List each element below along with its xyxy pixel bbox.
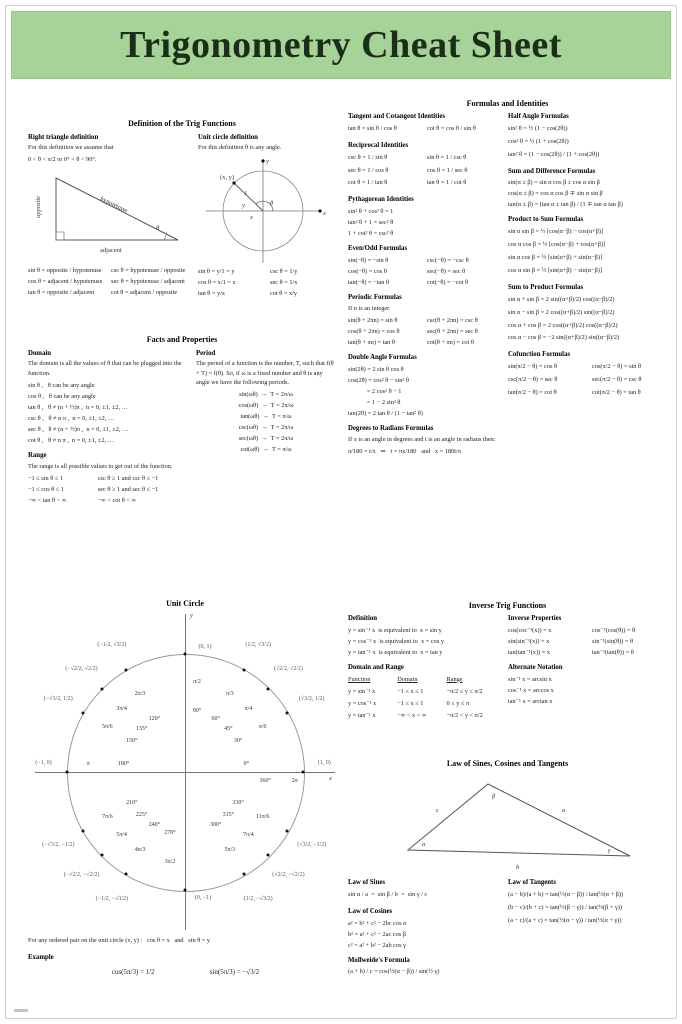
identity-line: csc(−θ) = −csc θ	[427, 257, 469, 265]
identity-line: sin α sin β = ½ [cos(α−β) − cos(α+β)]	[508, 228, 604, 236]
uc-radian-label: π/3	[225, 691, 234, 698]
uc-coord-label: (√2/2, −√2/2)	[272, 872, 305, 879]
uc-radian-label: 7π/4	[243, 832, 254, 839]
even-odd-title: Even/Odd Formulas	[348, 245, 408, 253]
period-lines	[196, 389, 336, 455]
inverse-heading-wrap	[345, 600, 670, 615]
law-of-sines-section	[348, 878, 500, 902]
inverse-line: cos(cos⁻¹(x)) = x	[508, 626, 552, 634]
trig-ratio: tan θ = opposite / adjacent	[28, 288, 95, 296]
uc-radian-label: 2π/3	[134, 691, 146, 698]
tan-cot-section	[348, 112, 500, 136]
identity-line: cot θ = cos θ / sin θ	[427, 124, 476, 132]
uc-coord-label: (√3/2, −1/2)	[297, 842, 327, 849]
law-of-tangents-section	[508, 878, 670, 928]
identity-line: cos² θ = ½ (1 + cos(2θ))	[508, 137, 569, 145]
uc-coord-label: (√3/2, 1/2)	[298, 695, 325, 702]
uc-radian-label: 11π/6	[255, 813, 270, 820]
law-of-cosines-section	[348, 907, 500, 951]
identity-line: csc(θ + 2πn) = csc θ	[427, 317, 478, 325]
uc-degree-label: 240°	[148, 822, 161, 829]
uc-radian-label: 2π	[291, 778, 298, 784]
uc-radian-label: π/2	[193, 679, 201, 686]
identity-line: csc(π/2 − θ) = sec θ	[508, 376, 558, 384]
uc-radian-label: 7π/6	[101, 813, 113, 820]
domain-line: cos θ , θ can be any angle	[28, 392, 96, 400]
reciprocal-section	[348, 141, 500, 191]
trig-ratio: tan θ = y/x	[198, 289, 226, 297]
table-header: Function	[348, 675, 371, 683]
trig-ratio: csc θ = 1/y	[270, 267, 298, 275]
uc-point-dot	[243, 668, 246, 671]
title-banner	[11, 11, 671, 79]
uc-point-dot	[100, 687, 103, 690]
uc-coord-label: (−1, 0)	[35, 760, 52, 766]
opposite-label: opposite	[35, 195, 42, 218]
table-cell: −∞ < x < ∞	[397, 711, 427, 719]
identity-line: sin α + sin β = 2 sin((α+β)/2) cos((α−β)/2)	[508, 295, 615, 303]
half-angle-section	[508, 112, 670, 162]
identity-line: cot θ = 1 / tan θ	[348, 179, 388, 187]
period-title: Period	[196, 349, 216, 357]
uc-degree-label: 225°	[135, 812, 148, 819]
example-line: sin(5π/3) = −√3/2	[209, 967, 260, 976]
law-line: (a − b)/(a + b) = tan(½(α − β)) / tan(½(α + β))	[508, 890, 624, 898]
identity-line: sin(−θ) = −sin θ	[348, 257, 389, 265]
period-line: tan(ωθ) → T = π/ω	[240, 412, 292, 420]
identity-line: cot(π/2 − θ) = tan θ	[592, 389, 641, 397]
formulas-column	[348, 112, 500, 462]
domain-line: tan θ , θ ≠ (n + ½)π , n = 0, ±1, ±2, …	[28, 403, 128, 411]
inverse-line: sin⁻¹(sin(θ)) = θ	[592, 637, 634, 645]
uc-radian-label: π/4	[244, 705, 253, 712]
identity-line: tan² θ + 1 = sec² θ	[348, 219, 394, 227]
inverse-line: sin(sin⁻¹(x)) = x	[508, 637, 550, 645]
domain-range-table	[348, 674, 500, 722]
uc-degree-label: 360°	[259, 778, 271, 784]
uc-coord-label: (1, 0)	[317, 760, 331, 766]
right-triangle-block	[28, 133, 188, 299]
uc-point-dot	[267, 687, 270, 690]
uc-radian-label: 3π/4	[116, 705, 127, 712]
period-line: cot(ωθ) → T = π/ω	[240, 445, 292, 453]
unit-circle-def-intro: For this definition θ is any angle.	[198, 144, 282, 152]
hypotenuse-label: hypotenuse	[99, 195, 129, 215]
facts-column	[28, 334, 336, 511]
unit-circle-footer-block	[28, 936, 343, 977]
angle-beta-label: β	[492, 793, 496, 800]
uc-point-dot	[184, 653, 187, 656]
identity-line: tan(α ± β) = (tan α ± tan β) / (1 ∓ tan α tan β)	[508, 201, 623, 209]
side-a-label: a	[562, 807, 566, 814]
law-line: (b − c)/(b + c) = tan(½(β − γ)) / tan(½(β + γ))	[508, 903, 622, 911]
period-line: cos(ωθ) → T = 2π/ω	[238, 401, 294, 409]
print-mark	[14, 1009, 28, 1012]
angle-alpha-label: α	[422, 841, 426, 848]
formulas-heading-wrap	[345, 98, 670, 113]
uc-coord-label: (−√3/2, 1/2)	[43, 695, 73, 702]
identity-line: sin α − sin β = 2 cos((α+β)/2) sin((α−β)/2)	[508, 308, 615, 316]
uc-point-dot	[267, 854, 270, 857]
unit-circle-def-block	[198, 133, 336, 299]
unit-circle-heading: Unit Circle	[166, 599, 204, 608]
uc-point-dot	[286, 712, 289, 715]
theta-label: θ	[156, 224, 160, 232]
identities2-column	[508, 112, 670, 405]
identity-line: cos α cos β = ½ [cos(α−β) + cos(α+β)]	[508, 241, 606, 249]
deg-rad-section	[348, 424, 500, 457]
deg-rad-intro: If x is an angle in degrees and t is an angle in radians then:	[348, 435, 496, 443]
identity-line: cos(−θ) = cos θ	[348, 268, 387, 276]
range-line: −1 ≤ cos θ ≤ 1	[28, 485, 65, 493]
range-lines	[28, 473, 184, 506]
inverse-properties-title: Inverse Properties	[508, 615, 562, 622]
alternate-notation-title: Alternate Notation	[508, 663, 563, 671]
identity-line: tan(2θ) = 2 tan θ / (1 − tan² θ)	[348, 410, 423, 418]
uc-degree-label: 135°	[135, 725, 148, 732]
uc-coord-label: (√2/2, √2/2)	[273, 665, 303, 672]
identity-line: sec θ = 1 / cos θ	[348, 166, 389, 174]
uc-coord-label: (−√2/2, −√2/2)	[63, 872, 100, 879]
uc-point-dot	[286, 830, 289, 833]
uc-radian-label: 5π/6	[101, 724, 113, 731]
table-cell: 0 ≤ y ≤ π	[446, 699, 470, 707]
inverse-line: cos⁻¹ x = arccos x	[508, 686, 554, 694]
identity-line: tan(−θ) = −tan θ	[348, 279, 389, 287]
uc-degree-label: 45°	[224, 725, 233, 732]
law-of-tangents-title: Law of Tangents	[508, 879, 556, 886]
range-line: csc θ ≥ 1 and csc θ ≤ −1	[97, 474, 159, 482]
inverse-line: y = tan⁻¹ x is equivalent to x = tan y	[348, 648, 443, 656]
uc-degree-label: 0°	[243, 761, 250, 767]
uc-degree-label: 330°	[232, 799, 244, 806]
laws-triangle-wrap	[390, 772, 640, 875]
uc-radian-label: 4π/3	[134, 846, 146, 853]
uc-point-dot	[184, 889, 187, 892]
periodic-intro: If n is an integer.	[348, 304, 391, 312]
period-line: sec(ωθ) → T = 2π/ω	[238, 434, 294, 442]
identity-line: cos(θ + 2πn) = cos θ	[348, 328, 400, 336]
identity-line: sin(2θ) = 2 sin θ cos θ	[348, 365, 404, 373]
prod-sum-section	[508, 215, 670, 277]
identity-line: tan(θ + πn) = tan θ	[348, 339, 395, 347]
law-line: b² = a² + c² − 2ac cos β	[348, 930, 406, 938]
table-cell: y = cos⁻¹ x	[348, 699, 377, 707]
uc-radian-label: 3π/2	[164, 858, 176, 865]
domain-line: cot θ , θ ≠ n π , n = 0, ±1, ±2, …	[28, 436, 114, 444]
uc-point-dot	[302, 771, 305, 774]
identity-line: tan θ = 1 / cot θ	[427, 179, 467, 187]
adjacent-label: adjacent	[100, 246, 122, 254]
trig-ratio: cos θ = x/1 = x	[198, 278, 236, 286]
double-angle-title: Double Angle Formulas	[348, 354, 417, 362]
sum-diff-title: Sum and Difference Formulas	[508, 167, 596, 175]
trig-ratio: csc θ = hypotenuse / opposite	[111, 266, 186, 274]
identity-line: cos(α ± β) = cos α cos β ∓ sin α sin β	[508, 190, 603, 198]
laws-triangle-figure	[390, 772, 640, 872]
unit-circle-def-ratios	[198, 266, 336, 299]
period-intro: The period of a function is the number, T, such that f(θ + T) = f(θ). So, if ω is a fixed number and θ is any angle we have the following periods.	[196, 360, 334, 386]
angle-gamma-label: γ	[608, 847, 611, 854]
table-cell: −π/2 ≤ y ≤ π/2	[446, 687, 483, 695]
range-line: −∞ < cot θ < ∞	[97, 496, 136, 504]
unit-circle-heading-wrap	[35, 598, 335, 613]
uc-degree-label: 90°	[192, 707, 202, 714]
inverse-heading: Inverse Trig Functions	[468, 601, 547, 610]
prod-sum-title: Product to Sum Formulas	[508, 216, 584, 224]
side-b-label: b	[516, 864, 520, 871]
uc-degree-label: 270°	[164, 830, 176, 837]
inverse-line: tan⁻¹(tan(θ)) = θ	[592, 648, 634, 656]
range-title: Range	[28, 451, 47, 459]
identity-line: = 2 cos² θ − 1	[348, 387, 402, 395]
x-leg-label: x	[250, 213, 253, 221]
law-line: (a − c)/(a + c) = tan(½(α − γ)) / tan(½(α + γ))	[508, 916, 622, 924]
identity-line: cos(2θ) = cos² θ − sin² θ	[348, 376, 409, 384]
uc-degree-label: 180°	[117, 761, 130, 767]
identity-line: sin² θ + cos² θ = 1	[348, 208, 394, 216]
identity-line: 1 + cot² θ = csc² θ	[348, 230, 394, 238]
inverse-properties-section	[508, 614, 670, 658]
identity-line: cos θ = 1 / sec θ	[427, 166, 468, 174]
y-axis-label: y	[266, 157, 269, 165]
uc-point-dot	[66, 771, 69, 774]
uc-coord-label: (−1/2, −√3/2)	[95, 895, 129, 902]
unit-circle-footer: For any ordered pair on the unit circle (x, y) : cos θ = x and sin θ = y	[28, 937, 211, 944]
identity-line: tan θ = sin θ / cos θ	[348, 124, 397, 132]
reciprocal-title: Reciprocal Identities	[348, 141, 409, 149]
example-lines	[28, 967, 343, 977]
unit-circle-def-title: Unit circle definition	[198, 133, 258, 141]
uc-radian-label: 5π/3	[224, 846, 236, 853]
table-cell: −1 ≤ x ≤ 1	[397, 687, 424, 695]
identity-line: sec(θ + 2πn) = sec θ	[427, 328, 478, 336]
laws-left-column	[348, 878, 500, 984]
domain-line: sec θ , θ ≠ (n + ½)π , n = 0, ±1, ±2, …	[28, 425, 129, 433]
point-label: (x, y)	[220, 173, 235, 181]
uc-degree-label: 210°	[126, 799, 138, 806]
domain-range-block	[28, 349, 184, 511]
identity-line: cot(−θ) = −cot θ	[427, 279, 468, 287]
uc-point-dot	[125, 873, 128, 876]
trig-ratio: cot θ = adjacent / opposite	[111, 288, 178, 296]
y-axis	[185, 614, 186, 930]
table-cell: y = sin⁻¹ x	[348, 687, 376, 695]
example-title: Example	[28, 954, 54, 962]
cofunction-section	[508, 350, 670, 400]
right-triangle-intro: For this definition we assume that	[28, 144, 114, 152]
sum-prod-title: Sum to Product Formulas	[508, 283, 584, 291]
right-triangle-ratios	[28, 265, 188, 298]
pythagorean-section	[348, 195, 500, 239]
domain-lines	[28, 380, 184, 446]
law-line: c² = a² + b² − 2ab cos γ	[348, 941, 406, 949]
inverse-line: tan(tan⁻¹(x)) = x	[508, 648, 550, 656]
law-line: sin α / a = sin β / b = sin γ / c	[348, 890, 428, 898]
uc-point-dot	[100, 854, 103, 857]
identity-line: sec(−θ) = sec θ	[427, 268, 466, 276]
table-cell: −1 ≤ x ≤ 1	[397, 699, 424, 707]
domain-intro: The domain is all the values of θ that can be plugged into the function.	[28, 360, 182, 377]
y-leg-label: y	[242, 201, 245, 209]
trig-ratio: cos θ = adjacent / hypotenuse	[28, 277, 103, 285]
range-section	[28, 451, 184, 506]
identity-line: = 1 − 2 sin² θ	[348, 399, 401, 406]
uc-point-dot	[125, 668, 128, 671]
facts-heading: Facts and Properties	[146, 335, 218, 344]
inverse-line: cos⁻¹(cos(θ)) = θ	[592, 626, 636, 634]
inverse-line: tan⁻¹ x = arctan x	[508, 697, 553, 705]
alternate-notation-section	[508, 663, 670, 707]
inverse-line: y = cos⁻¹ x is equivalent to x = cos y	[348, 637, 444, 645]
uc-degree-label: 315°	[222, 812, 235, 819]
periodic-section	[348, 293, 500, 348]
right-triangle-condition: 0 < θ < π/2 or 0° < θ < 90°.	[28, 155, 97, 163]
trig-ratio: sin θ = y/1 = y	[198, 267, 235, 275]
unit-circle-def-figure	[198, 155, 328, 263]
table-header: Domain	[397, 675, 418, 683]
definitions-heading: Definition of the Trig Functions	[128, 119, 236, 128]
domain-range-title: Domain and Range	[348, 663, 404, 671]
identity-line: sin(π/2 − θ) = cos θ	[508, 363, 558, 371]
identity-line: cos(π/2 − θ) = sin θ	[592, 363, 642, 371]
uc-degree-label: 150°	[126, 738, 138, 745]
identity-line: cos α + cos β = 2 cos((α+β)/2) cos((α−β)/2)	[508, 321, 618, 329]
cofunction-title: Cofunction Formulas	[508, 351, 571, 359]
law-of-cosines-title: Law of Cosines	[348, 907, 393, 915]
even-odd-section	[348, 244, 500, 288]
half-angle-title: Half Angle Formulas	[508, 113, 569, 120]
trig-ratio: sin θ = opposite / hypotenuse	[28, 266, 102, 274]
sum-diff-section	[508, 167, 670, 211]
identity-line: sec(π/2 − θ) = csc θ	[592, 376, 642, 384]
domain-line: sin θ , θ can be any angle	[28, 381, 95, 389]
mollweide-title: Mollweide's Formula	[348, 956, 410, 964]
laws-heading-wrap	[345, 758, 670, 773]
identity-line: sin α cos β = ½ [sin(α+β) + sin(α−β)]	[508, 254, 603, 262]
domain-title: Domain	[28, 349, 52, 357]
identity-line: csc θ = 1 / sin θ	[348, 153, 388, 161]
period-line: csc(ωθ) → T = 2π/ω	[238, 423, 294, 431]
domain-range-section	[348, 663, 500, 722]
table-cell: −π/2 < y < π/2	[446, 711, 483, 719]
radius-one-label: 1	[244, 189, 248, 197]
identity-line: cos α sin β = ½ [sin(α+β) − sin(α−β)]	[508, 267, 603, 275]
right-triangle-figure	[28, 164, 193, 262]
inverse-definition-section	[348, 614, 500, 658]
uc-point-dot	[81, 830, 84, 833]
inverse-left-column	[348, 614, 500, 727]
tan-cot-title: Tangent and Cotangent Identities	[348, 113, 445, 120]
uc-coord-label: (0, 1)	[198, 644, 212, 650]
inverse-definition-title: Definition	[348, 615, 378, 622]
deg-rad-title: Degrees to Radians Formulas	[348, 425, 434, 433]
uc-coord-label: (0, −1)	[194, 895, 212, 901]
theta-label: θ	[270, 199, 274, 207]
inverse-line: y = sin⁻¹ x is equivalent to x = sin y	[348, 626, 442, 634]
uc-coord-label: (−√2/2, √2/2)	[65, 665, 98, 672]
range-line: −1 ≤ sin θ ≤ 1	[28, 474, 63, 482]
uc-point-dot	[243, 873, 246, 876]
identity-line: π/180 = t/x ⇒ t = πx/180 and x = 180t/π	[348, 448, 461, 455]
identity-line: tan² θ = (1 − cos(2θ)) / (1 + cos(2θ))	[508, 150, 600, 158]
double-angle-section	[348, 353, 500, 419]
sum-prod-section	[508, 283, 670, 345]
identity-line: sin θ = 1 / csc θ	[427, 153, 467, 161]
inverse-right-column	[508, 614, 670, 712]
identity-line: sin(α ± β) = sin α cos β ± cos α sin β	[508, 179, 600, 187]
page-title: Trigonometry Cheat Sheet	[120, 24, 562, 66]
range-line: −∞ < tan θ < ∞	[28, 496, 67, 504]
inverse-line: sin⁻¹ x = arcsin x	[508, 675, 552, 683]
identity-line: sin(θ + 2πn) = sin θ	[348, 317, 398, 325]
uc-point-dot	[81, 712, 84, 715]
trig-ratio: cot θ = x/y	[270, 289, 298, 297]
mollweide-section	[348, 956, 500, 980]
law-of-sines-title: Law of Sines	[348, 879, 386, 886]
range-line: sec θ ≥ 1 and sec θ ≤ −1	[97, 485, 159, 493]
period-block	[196, 349, 336, 511]
uc-coord-label: (1/2, √3/2)	[245, 642, 271, 649]
side-c-label: c	[436, 807, 439, 814]
trig-ratio: sec θ = hypotenuse / adjacent	[111, 277, 185, 285]
pythagorean-title: Pythagorean Identities	[348, 196, 414, 204]
trig-ratio: sec θ = 1/x	[270, 278, 298, 286]
identity-line: sin² θ = ½ (1 − cos(2θ))	[508, 124, 568, 132]
periodic-title: Periodic Formulas	[348, 294, 402, 302]
domain-line: csc θ , θ ≠ n π , n = 0, ±1, ±2, …	[28, 414, 115, 422]
unit-circle-figure	[35, 614, 335, 930]
identity-line: cos α − cos β = −2 sin((α+β)/2) sin((α−β)/2)	[508, 334, 620, 342]
formulas-heading: Formulas and Identities	[466, 99, 549, 108]
uc-radian-label: π/6	[258, 724, 267, 731]
uc-degree-label: 30°	[233, 738, 243, 745]
uc-radian-label: π	[86, 761, 90, 767]
identity-line: tan(π/2 − θ) = cot θ	[508, 389, 557, 397]
table-header: Range	[446, 675, 463, 683]
uc-coord-label: (−1/2, √3/2)	[97, 642, 127, 649]
example-line: cos(5π/3) = 1/2	[111, 967, 155, 976]
right-triangle-title: Right triangle definition	[28, 133, 99, 141]
x-axis-label: x	[329, 775, 332, 782]
laws-heading: Law of Sines, Cosines and Tangents	[446, 759, 569, 768]
table-cell: y = tan⁻¹ x	[348, 711, 376, 719]
uc-degree-label: 120°	[148, 715, 161, 722]
laws-right-column	[508, 878, 670, 933]
uc-coord-label: (−√3/2, −1/2)	[42, 842, 75, 849]
definitions-column	[28, 118, 336, 299]
law-line: a² = b² + c² − 2bc cos α	[348, 919, 407, 927]
uc-coord-label: (1/2, −√3/2)	[243, 895, 273, 902]
law-line: (a + b) / c = cos(½(α − β)) / sin(½ γ)	[348, 968, 440, 976]
y-axis-label: y	[190, 612, 193, 619]
identity-line: cot(θ + πn) = cot θ	[427, 339, 474, 347]
uc-degree-label: 300°	[209, 822, 222, 829]
domain-section	[28, 349, 184, 446]
uc-radian-label: 5π/4	[116, 832, 127, 839]
period-line: sin(ωθ) → T = 2π/ω	[239, 390, 293, 398]
uc-degree-label: 60°	[211, 715, 220, 722]
x-axis-label: x	[323, 209, 326, 217]
range-intro: The range is all possible values to get out of the function.	[28, 462, 173, 470]
